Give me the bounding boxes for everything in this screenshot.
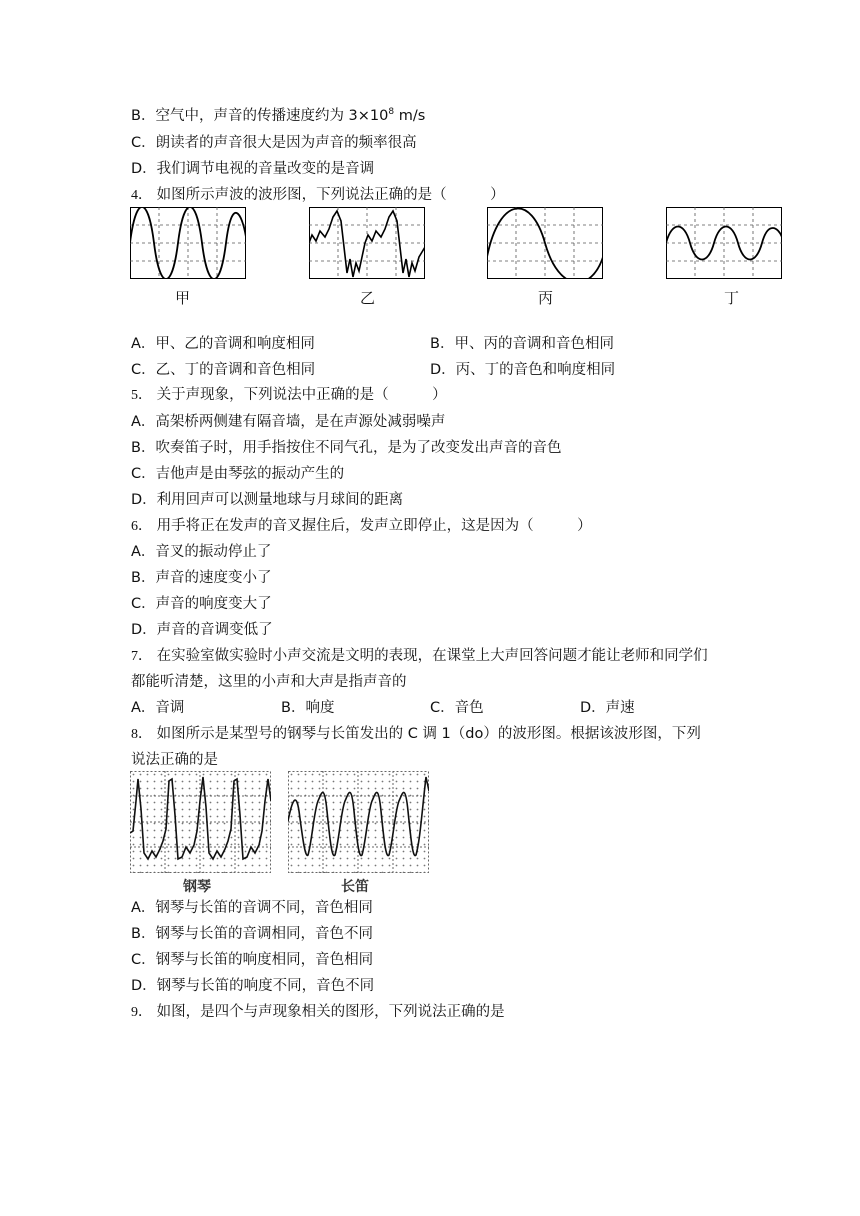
q6-option-b: B．声音的速度变小了 [131,570,272,586]
q4-option-a: A．甲、乙的音调和响度相同 [131,336,315,352]
q8-option-a: A．钢琴与长笛的音调不同，音色相同 [131,900,373,916]
q8-stem-line1: 8． 如图所示是某型号的钢琴与长笛发出的 C 调 1（do）的波形图。根据该波形图，下列 [131,726,701,742]
q4-option-d: D．丙、丁的音色和响度相同 [430,362,616,378]
q7-stem-line2: 都能听清楚，这里的小声和大声是指声音的 [131,674,407,690]
q7-option-c: C．音色 [430,700,484,716]
q9-stem: 9． 如图，是四个与声现象相关的图形，下列说法正确的是 [131,1004,505,1020]
q6-option-a: A．音叉的振动停止了 [131,544,272,560]
q8-option-d: D．钢琴与长笛的响度不同，音色不同 [131,978,375,994]
q3-option-d: D．我们调节电视的音量改变的是音调 [131,161,375,177]
q8-option-b: B．钢琴与长笛的音调相同，音色不同 [131,926,373,942]
waveform-yi [309,207,425,279]
waveform-bing [487,207,603,279]
q7-option-d: D．声速 [580,700,635,716]
q8-stem-line2: 说法正确的是 [131,752,218,768]
q6-stem: 6． 用手将正在发声的音叉握住后，发声立即停止，这是因为（ ） [131,518,592,534]
q5-stem: 5． 关于声现象，下列说法中正确的是（ ） [131,387,447,403]
q5-option-d: D．利用回声可以测量地球与月球间的距离 [131,492,404,508]
q6-option-c: C．声音的响度变大了 [131,596,272,612]
q4-option-c: C．乙、丁的音调和音色相同 [131,362,316,378]
q4-option-b: B．甲、丙的音调和音色相同 [430,336,614,352]
q7-stem-line1: 7． 在实验室做实验时小声交流是文明的表现，在课堂上大声回答问题才能让老师和同学们 [131,648,708,664]
q6-option-d: D．声音的音调变低了 [131,622,273,638]
label-ding: 丁 [724,289,740,307]
waveform-piano [130,771,271,873]
label-piano: 钢琴 [183,879,211,895]
q7-option-a: A．音调 [131,700,185,716]
label-jia: 甲 [175,289,191,307]
label-flute: 长笛 [341,879,369,895]
q5-option-b: B．吹奏笛子时，用手指按住不同气孔，是为了改变发出声音的音色 [131,440,562,456]
q5-option-a: A．高架桥两侧建有隔音墙，是在声源处减弱噪声 [131,414,446,430]
q7-option-b: B．响度 [281,700,335,716]
label-yi: 乙 [360,289,376,307]
waveform-flute [288,771,429,873]
waveform-jia [130,207,246,279]
q8-option-c: C．钢琴与长笛的响度相同，音色相同 [131,952,374,968]
q3-option-c: C．朗读者的声音很大是因为声音的频率很高 [131,135,417,151]
q5-option-c: C．吉他声是由琴弦的振动产生的 [131,466,345,482]
q3-option-b: B．空气中，声音的传播速度约为 $3\times 10^8$ m/s [131,107,426,124]
label-bing: 丙 [538,289,554,307]
q4-stem: 4． 如图所示声波的波形图，下列说法正确的是（ ） [131,187,505,203]
waveform-ding [666,207,782,279]
